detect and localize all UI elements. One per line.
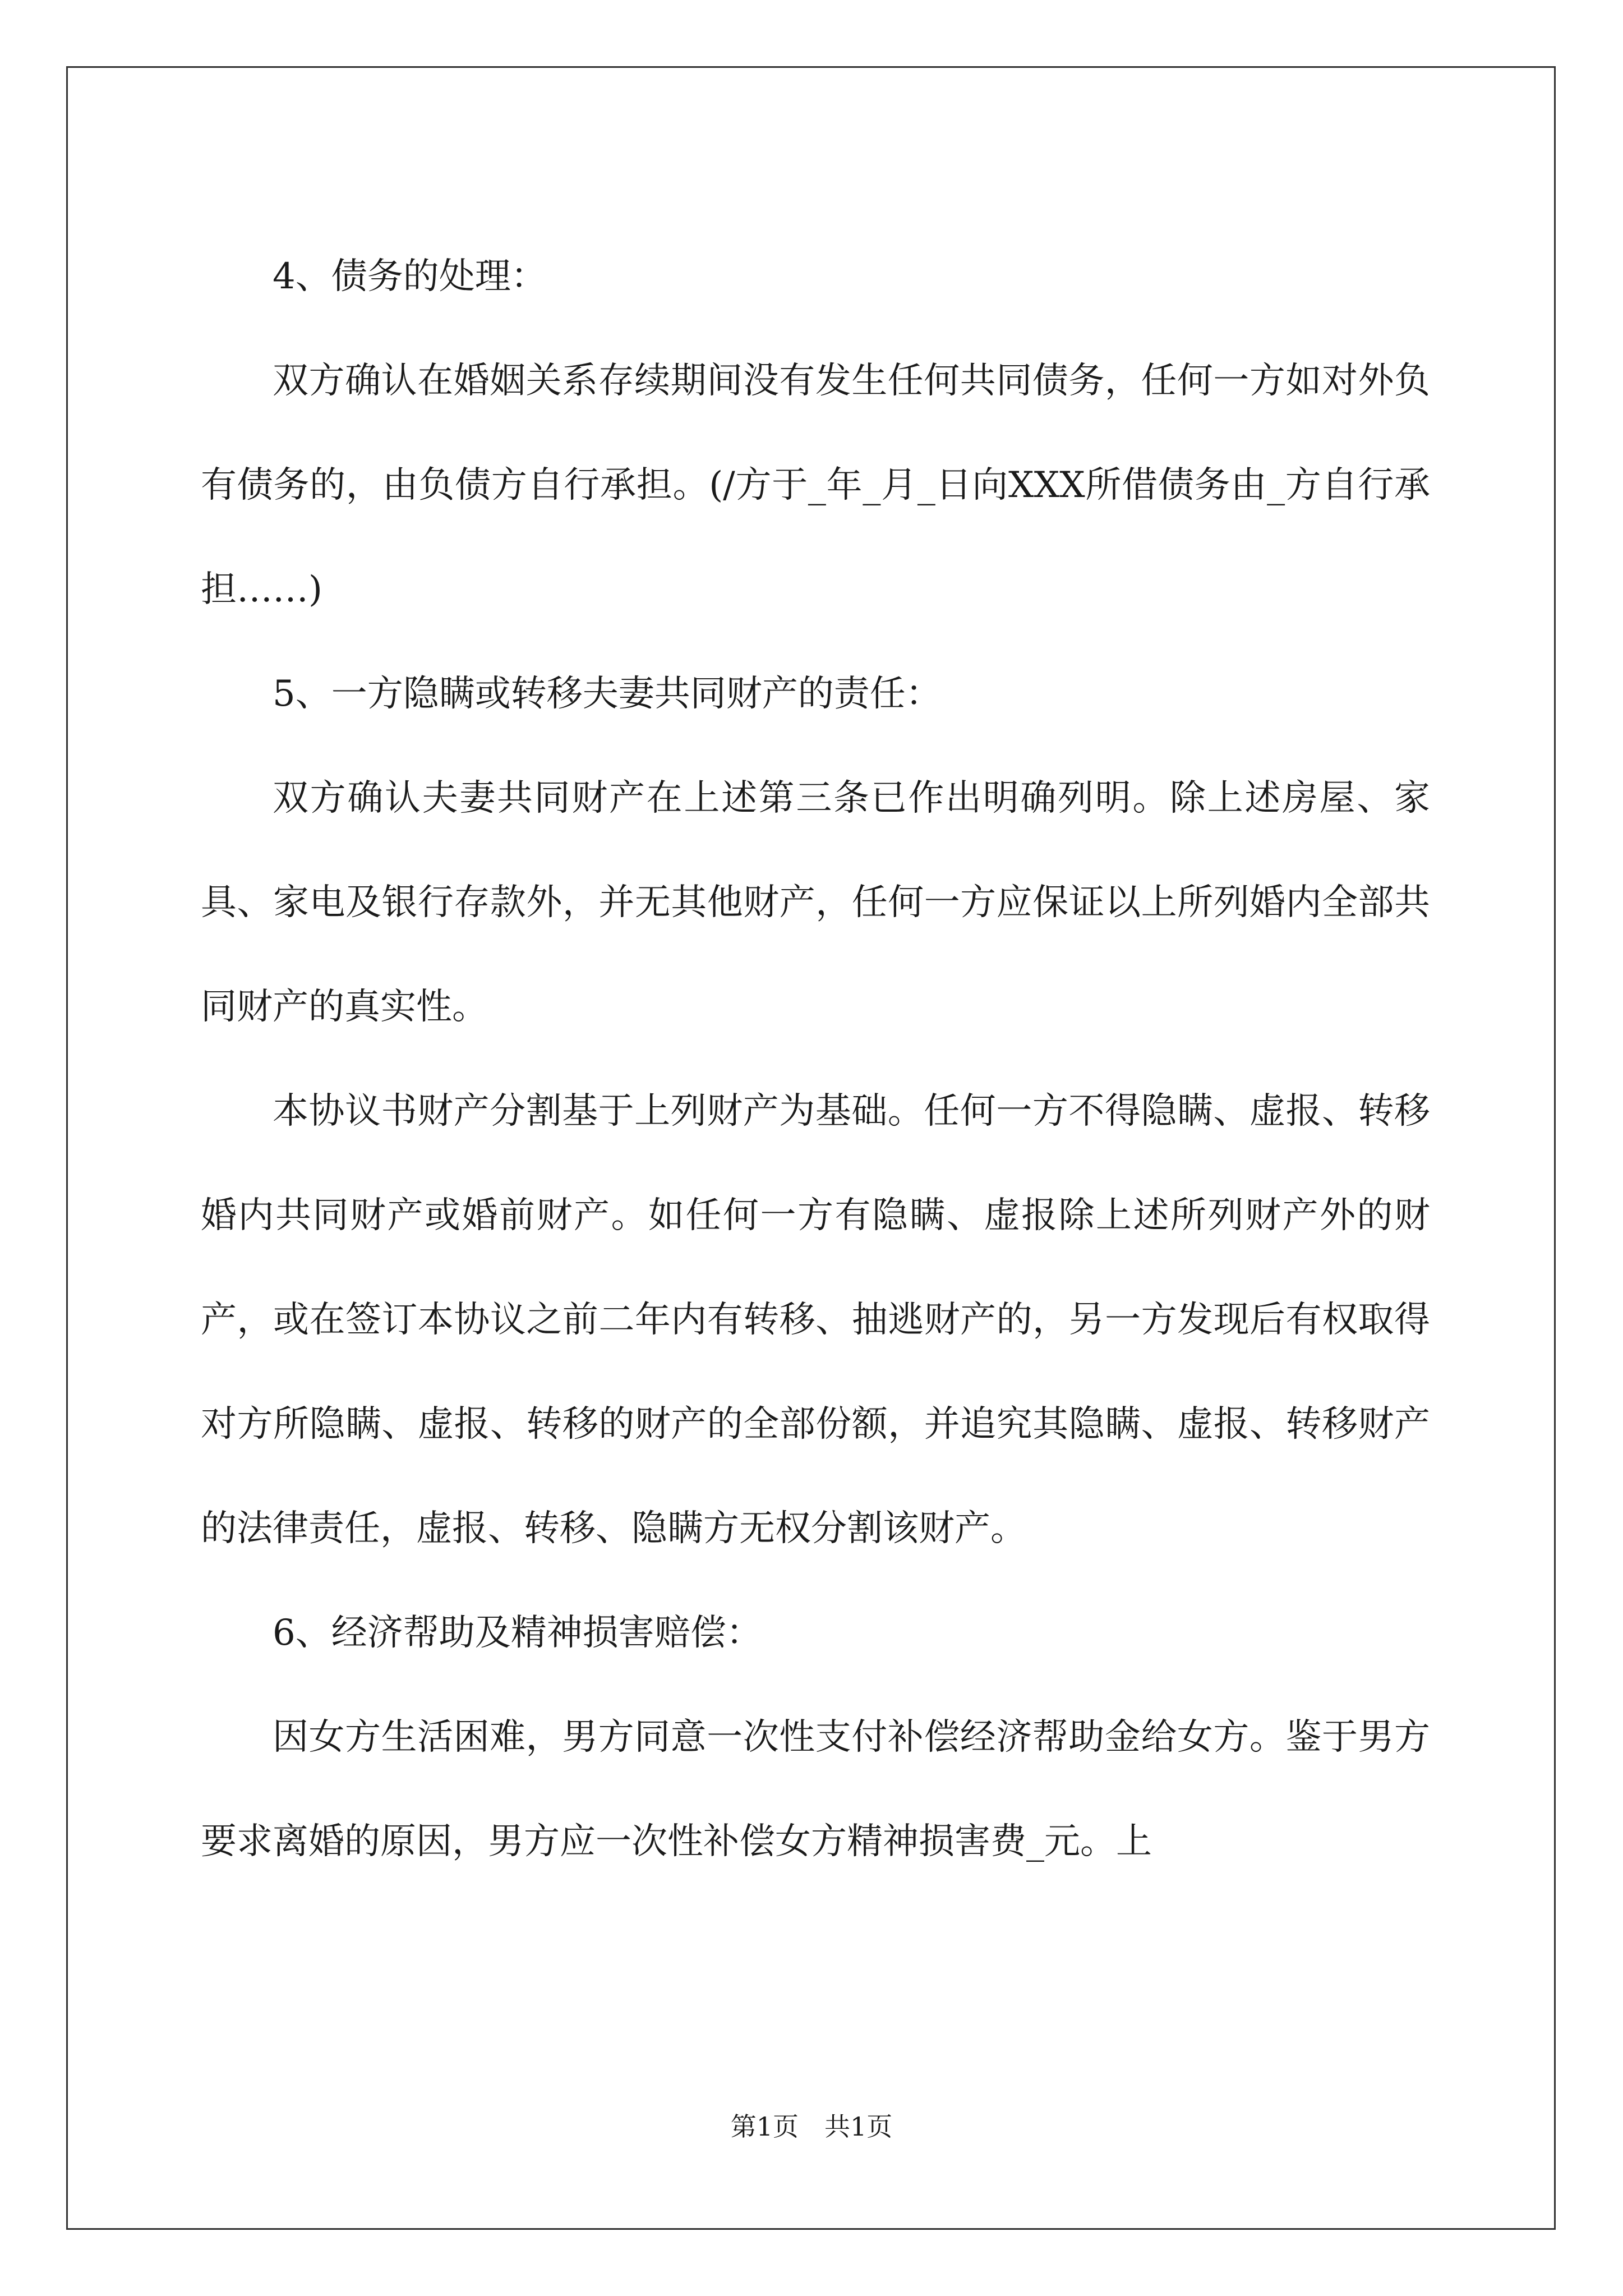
document-body <box>201 224 1430 1894</box>
heading-concealment-liability: 5、一方隐瞒或转移夫妻共同财产的责任： <box>273 673 942 715</box>
heading-debt-handling: 4、债务的处理： <box>273 256 547 297</box>
paragraph-debt-details: 双方确认在婚姻关系存续期间没有发生任何共同债务，任何一方如对外负有债务的，由负债方自行承担。(/方于_年_月_日向XXX所借债务由_方自行承担……) <box>201 360 1430 610</box>
paragraph-division-basis: 本协议书财产分割基于上列财产为基础。任何一方不得隐瞒、虚报、转移婚内共同财产或婚前财产。如任何一方有隐瞒、虚报除上述所列财产外的财产，或在签订本协议之前二年内有转移、抽逃财产的，另一方发现后有权取得对方所隐瞒、虚报、转移的财产的全部份额，并追究其隐瞒、虚报、转移财产的法律责任，虚报、转移、隐瞒方无权分割该财产。 <box>201 1091 1430 1549</box>
page-number-footer: 第1页 共1页 <box>730 2111 893 2142</box>
paragraph-property-confirmation: 双方确认夫妻共同财产在上述第三条已作出明确列明。除上述房屋、家具、家电及银行存款外，并无其他财产，任何一方应保证以上所列婚内全部共同财产的真实性。 <box>201 777 1430 1028</box>
paragraph-compensation: 因女方生活困难，男方同意一次性支付补偿经济帮助金给女方。鉴于男方要求离婚的原因，男方应一次性补偿女方精神损害费_元。上 <box>201 1717 1430 1862</box>
heading-economic-assistance: 6、经济帮助及精神损害赔偿： <box>273 1612 762 1654</box>
